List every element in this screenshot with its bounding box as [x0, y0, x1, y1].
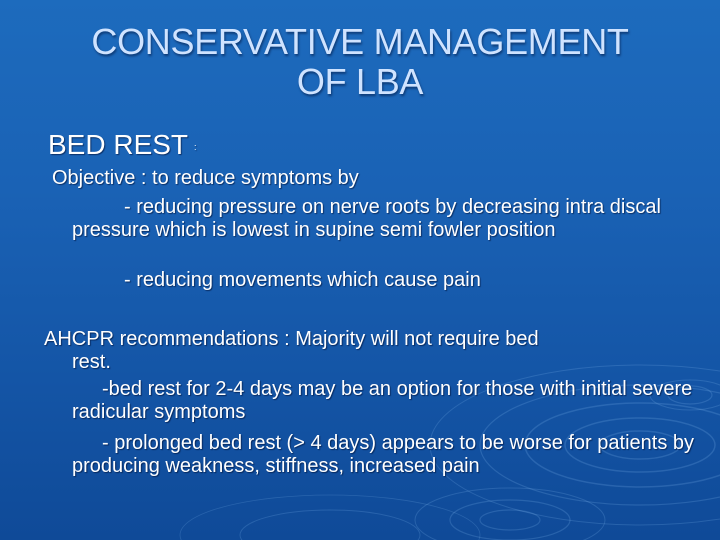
ahcpr-line-1: AHCPR recommendations : Majority will not require bed [44, 328, 539, 350]
bullet-reducing-pressure [72, 196, 692, 242]
bullet-prolonged-bed-rest-text: - prolonged bed rest (> 4 days) appears to be worse for patients by producing weakness, stiffness, increased pain [72, 432, 695, 477]
ahcpr-line-2: rest. [72, 351, 111, 373]
objective-text: Objective : to reduce symptoms by [52, 167, 359, 189]
ahcpr-recommendations [44, 328, 694, 374]
bullet-reducing-movements [72, 269, 692, 292]
slide-title-line-1: CONSERVATIVE MANAGEMENT [91, 21, 629, 62]
bullet-prolonged-bed-rest [72, 432, 712, 478]
section-heading-text: BED REST [48, 129, 189, 160]
bullet-reducing-pressure-text: - reducing pressure on nerve roots by decreasing intra discal pressure which is lowest in supine semi fowler position [72, 196, 661, 241]
section-heading [48, 128, 197, 164]
section-heading-colon: : [194, 141, 197, 152]
slide-title-line-2: OF LBA [296, 61, 424, 102]
bullet-bed-rest-2-4-days [72, 378, 712, 424]
bullet-bed-rest-2-4-days-text: -bed rest for 2-4 days may be an option for those with initial severe radicular symptoms [72, 378, 693, 423]
slide-title [0, 22, 720, 102]
bullet-reducing-movements-text: - reducing movements which cause pain [124, 269, 481, 291]
